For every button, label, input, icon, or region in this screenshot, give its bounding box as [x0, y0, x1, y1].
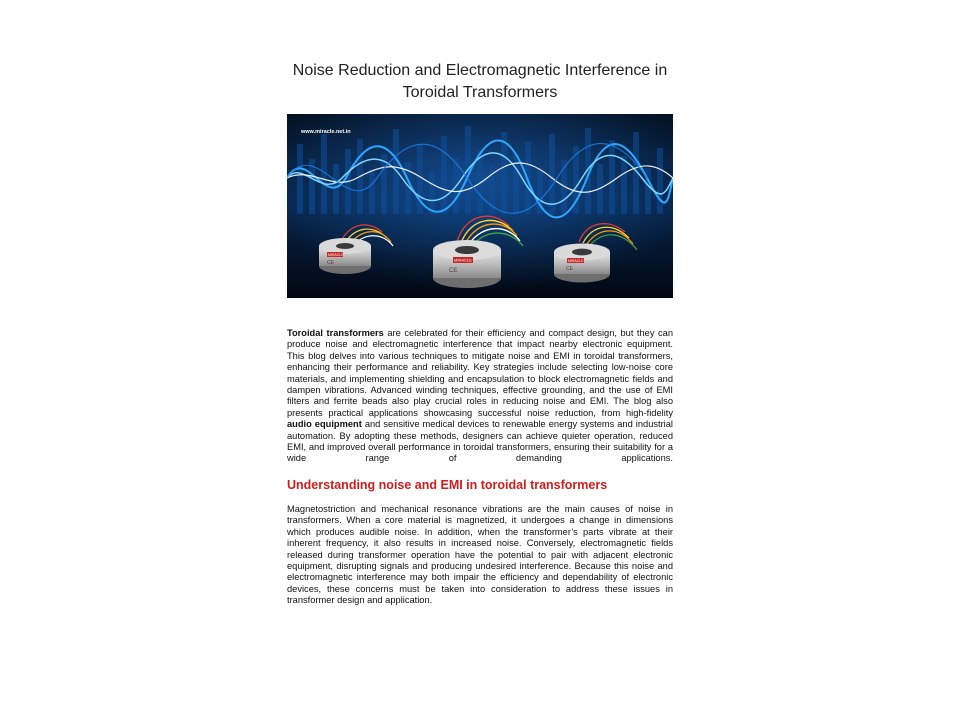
title-line-2: Toroidal Transformers: [402, 84, 558, 101]
svg-text:MIRACLE: MIRACLE: [328, 253, 344, 257]
intro-text-2: and sensitive medical devices to renewable energy systems and industrial automation. By adopting these methods, designers can achieve quieter operation, reduced EMI, and improved overall performance in toroidal transformers, ensuring their suitability for a wide range of demanding applications.: [287, 419, 673, 464]
document-page: [287, 60, 673, 607]
title-line-1: Noise Reduction and Electromagnetic Interference in: [292, 62, 668, 79]
hero-watermark: www.miracle.net.in: [301, 129, 351, 135]
intro-bold-lead: Toroidal transformers: [287, 328, 384, 338]
svg-text:CE: CE: [327, 260, 334, 266]
svg-text:MIRACLE: MIRACLE: [454, 257, 472, 263]
intro-paragraph: [287, 328, 673, 465]
section-paragraph: Magnetostriction and mechanical resonance vibrations are the main causes of noise in transformers. When a core material is magnetized, it undergoes a change in dimensions which produces audible noise. In addition, when the transformer’s parts vibrate at their inherent frequency, it also results in increased noise. Conversely, electromagnetic fields released during transformer operation have the potential to pair with adjacent electronic equipment, disrupting signals and producing undesired interference. Because this noise and electromagnetic interference may both impair the efficiency and dependability of electronic devices, these concerns must be taken into consideration to address these issues in transformer design and application.: [287, 503, 673, 606]
svg-text:CE: CE: [449, 268, 458, 274]
document-title: [287, 60, 673, 104]
svg-text:CE: CE: [566, 266, 573, 272]
section-heading: Understanding noise and EMI in toroidal transformers: [287, 477, 608, 492]
intro-text-1: are celebrated for their efficiency and compact design, but they can produce noise and electromagnetic interference that impact nearby electronic equipment. This blog delves into various techniques to mitigate noise and EMI in toroidal transformers, enhancing their performance and reliability. Key strategies include selecting low-noise core materials, and implementing shielding and encapsulation to block electromagnetic fields and dampen vibrations. Advanced winding techniques, effective grounding, and the use of EMI filters and ferrite beads also play crucial roles in reducing noise and EMI. The blog also presents practical applications showcasing successful noise reduction, from high-fidelity: [287, 328, 673, 418]
svg-text:MIRACLE: MIRACLE: [568, 259, 584, 263]
intro-bold-mid: audio equipment: [287, 419, 362, 430]
hero-image: [287, 114, 673, 298]
